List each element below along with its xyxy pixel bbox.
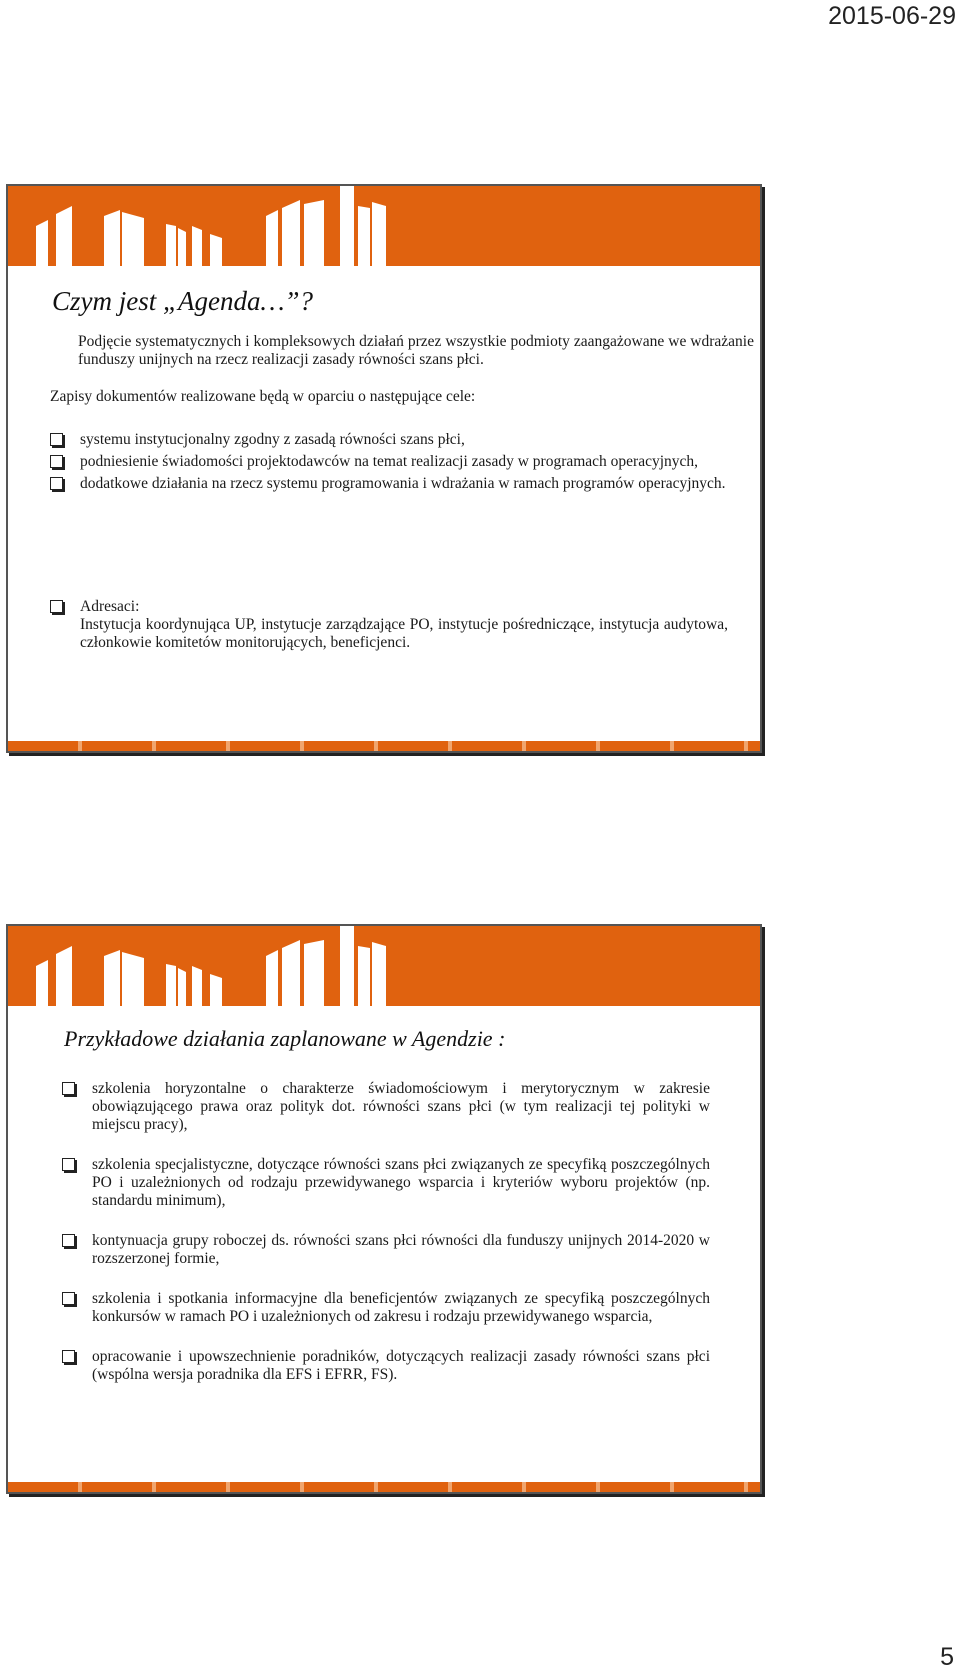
slide-footer-bar <box>8 741 760 751</box>
slide-banner <box>8 926 760 1006</box>
slide-2-title: Przykładowe działania zaplanowane w Agendzie : <box>64 1026 506 1051</box>
checkbox-bullet-icon <box>50 600 63 613</box>
addressees-label: Adresaci: <box>80 598 140 615</box>
list-item: opracowanie i upowszechnienie poradników, dotyczących realizacji zasady równości szans płci (wspólna wersja poradnika dla EFS i EFRR, FS). <box>62 1348 710 1384</box>
intro-paragraph: Podjęcie systematycznych i kompleksowych działań przez wszystkie podmioty zaangażowane we wdrażanie funduszy unijnych na rzecz realizacji zasady równości szans płci. <box>78 333 754 368</box>
slide-footer-bar <box>8 1482 760 1492</box>
addressees-block <box>50 598 728 652</box>
actions-list <box>62 1080 710 1406</box>
slide-1-title: Czym jest „Agenda…”? <box>52 286 314 316</box>
slide-1 <box>6 184 762 753</box>
list-item: szkolenia specjalistyczne, dotyczące równości szans płci związanych ze specyfiką poszczególnych PO i uzależnionych od rodzaju przewidywanego wsparcia i kryteriów wyboru projektów (np. standardu minimum), <box>62 1156 710 1210</box>
checkbox-bullet-icon <box>50 477 63 490</box>
checkbox-bullet-icon <box>62 1234 75 1247</box>
checkbox-bullet-icon <box>62 1292 75 1305</box>
goals-list <box>50 431 728 497</box>
list-item: szkolenia horyzontalne o charakterze świadomościowym i merytorycznym w zakresie obowiązującego prawa oraz polityk dot. równości szans płci (w tym realizacji tej polityki w miejscu pracy), <box>62 1080 710 1134</box>
checkbox-bullet-icon <box>50 433 63 446</box>
goals-lead: Zapisy dokumentów realizowane będą w oparciu o następujące cele: <box>50 388 476 405</box>
page-number: 5 <box>940 1643 954 1671</box>
slide-2 <box>6 924 762 1494</box>
slide-banner <box>8 186 760 266</box>
header-date: 2015-06-29 <box>828 2 956 30</box>
addressees-text: Instytucja koordynująca UP, instytucje zarządzające PO, instytucje pośredniczące, instytucja audytowa, członkowie komitetów monitorujących, beneficjenci. <box>80 616 728 651</box>
list-item <box>50 598 728 652</box>
checkbox-bullet-icon <box>62 1350 75 1363</box>
checkbox-bullet-icon <box>62 1082 75 1095</box>
list-item: systemu instytucjonalny zgodny z zasadą równości szans płci, <box>50 431 728 449</box>
banner-logo-shapes <box>8 926 760 1006</box>
checkbox-bullet-icon <box>50 455 63 468</box>
banner-logo-shapes <box>8 186 760 266</box>
checkbox-bullet-icon <box>62 1158 75 1171</box>
list-item: kontynuacja grupy roboczej ds. równości szans płci równości dla funduszy unijnych 2014-2020 w rozszerzonej formie, <box>62 1232 710 1268</box>
list-item: podniesienie świadomości projektodawców na temat realizacji zasady w programach operacyjnych, <box>50 453 728 471</box>
list-item: dodatkowe działania na rzecz systemu programowania i wdrażania w ramach programów operacyjnych. <box>50 475 728 493</box>
list-item: szkolenia i spotkania informacyjne dla beneficjentów związanych ze specyfiką poszczególnych konkursów w ramach PO i uzależnionych od zakresu i rodzaju przewidywanego wsparcia, <box>62 1290 710 1326</box>
